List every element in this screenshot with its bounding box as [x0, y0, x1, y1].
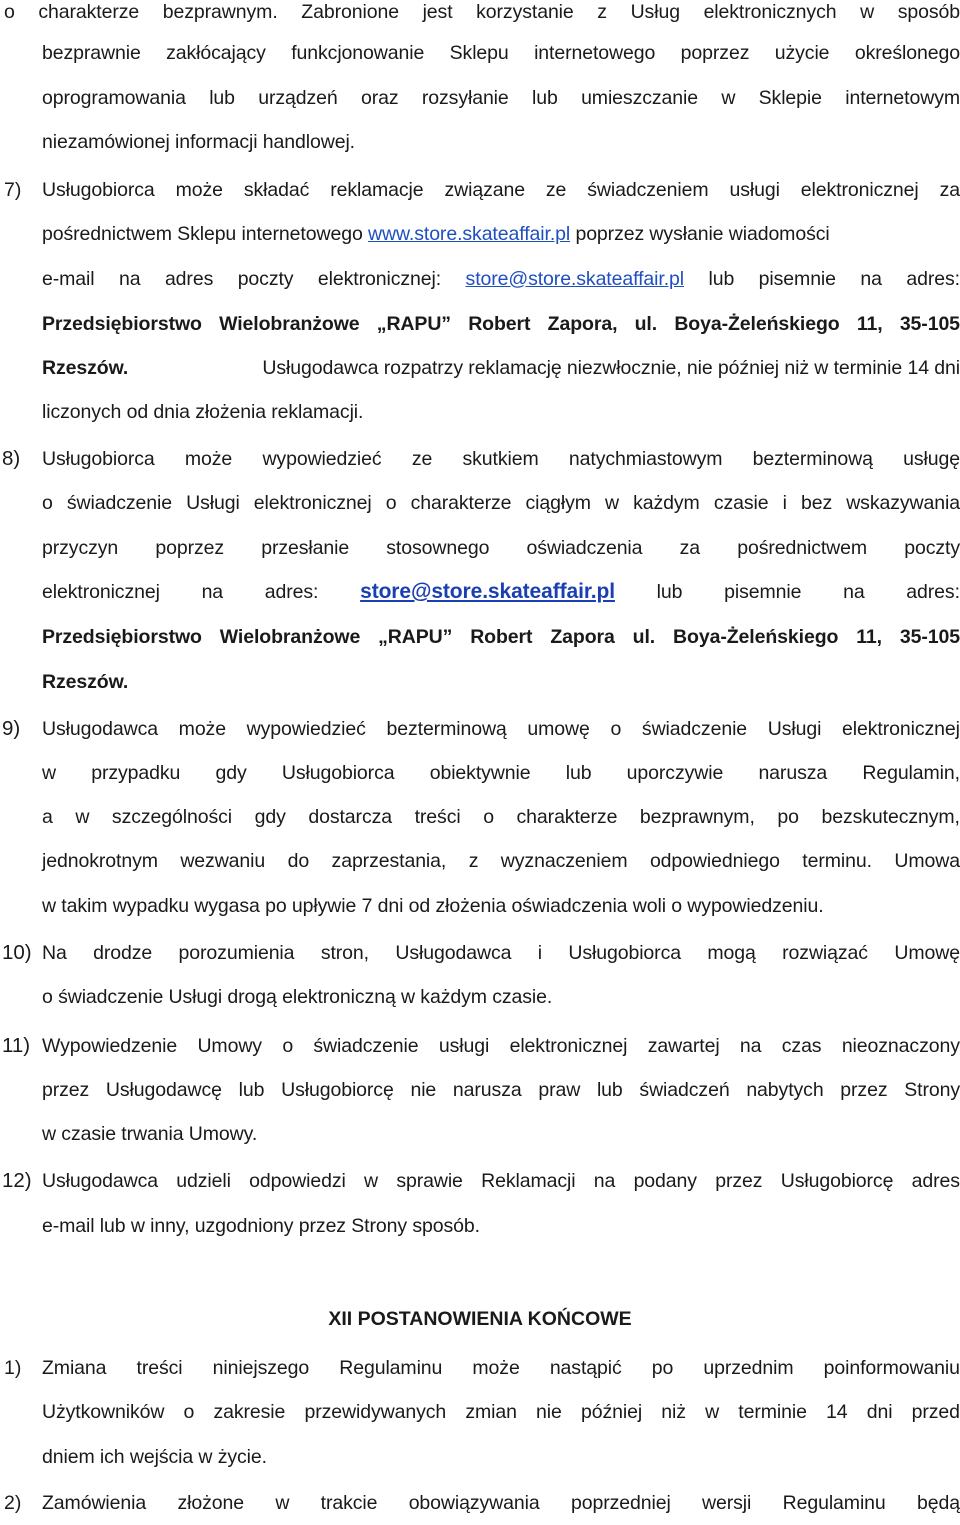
item-7-line-6: liczonych od dnia złożenia reklamacji. — [42, 400, 364, 423]
item-7-text-e: adres — [164, 267, 214, 290]
item-9-line-1: Usługodawca może wypowiedzieć bezterminową umowę o świadczenie Usługi elektronicznej — [42, 717, 960, 740]
item-7-city: Rzeszów. — [42, 356, 129, 379]
item-12-line-2: e-mail lub w inny, uzgodniony przez Strony sposób. — [42, 1214, 480, 1237]
final-item-1-line-3: dniem ich wejścia w życie. — [42, 1445, 267, 1468]
item-8-text-g: adres: — [906, 580, 960, 603]
final-item-2-number: 2) — [4, 1491, 22, 1514]
item-10-number: 10) — [2, 941, 32, 964]
item-7-number: 7) — [4, 178, 22, 201]
section-heading: XII POSTANOWIENIA KOŃCOWE — [328, 1308, 632, 1330]
item-7-line-2 — [42, 212, 960, 256]
item-10-line-2: o świadczenie Usługi drogą elektroniczną w każdym czasie. — [42, 985, 553, 1008]
item-7-text-d: na — [118, 267, 141, 290]
item-8-text-f: na — [843, 580, 865, 603]
store-email-link-2[interactable]: store@store.skateaffair.pl — [360, 580, 615, 603]
intro-line-4: niezamówionej informacji handlowej. — [42, 130, 355, 153]
item-7-text-l: Usługodawca rozpatrzy reklamację niezwłocznie, nie później niż w terminie 14 dni — [257, 356, 960, 379]
item-8-text-b: na — [201, 580, 224, 603]
item-7-line-3 — [42, 257, 960, 301]
intro-line-2: bezprawnie zakłócający funkcjonowanie Sklepu internetowego poprzez użycie określonego — [42, 41, 960, 64]
final-item-1-line-1: Zmiana treści niniejszego Regulaminu może nastąpić po uprzednim poinformowaniu — [42, 1356, 960, 1379]
final-item-1-number: 1) — [4, 1356, 22, 1379]
item-9-line-3: a w szczególności gdy dostarcza treści o charakterze bezprawnym, po bezskutecznym, — [42, 805, 960, 828]
item-11-line-2: przez Usługodawcę lub Usługobiorcę nie narusza praw lub świadczeń nabytych przez Strony — [42, 1078, 960, 1101]
item-7-line-1: Usługobiorca może składać reklamacje związane ze świadczeniem usługi elektronicznej za — [42, 178, 960, 201]
intro-line-3: oprogramowania lub urządzeń oraz rozsyłanie lub umieszczanie w Sklepie internetowym — [42, 86, 960, 109]
final-item-2-line-1: Zamówienia złożone w trakcie obowiązywania poprzedniej wersji Regulaminu będą — [42, 1491, 960, 1514]
item-8-number: 8) — [2, 447, 21, 470]
item-7-text-k: adres: — [906, 267, 960, 290]
item-7-text-f: poczty — [237, 267, 294, 290]
item-9-number: 9) — [2, 717, 21, 740]
item-7-text-g: elektronicznej: — [317, 267, 442, 290]
store-email-link[interactable]: store@store.skateaffair.pl — [465, 267, 684, 290]
intro-line-1: o charakterze bezprawnym. Zabronione jest korzystanie z Usług elektronicznych w sposób — [4, 0, 960, 23]
item-8-text-d: lub — [656, 580, 683, 603]
item-12-line-1: Usługodawca udzieli odpowiedzi w sprawie Reklamacji na podany przez Usługobiorcę adres — [42, 1169, 960, 1192]
item-7-text-j: na — [860, 267, 882, 290]
item-8-line-2: o świadczenie Usługi elektronicznej o charakterze ciągłym w każdym czasie i bez wskazywania — [42, 491, 960, 514]
item-11-line-3: w czasie trwania Umowy. — [42, 1122, 258, 1145]
item-8-text-c: adres: — [264, 580, 319, 603]
final-item-1-line-2: Użytkowników o zakresie przewidywanych zmian nie później niż w terminie 14 dni przed — [42, 1400, 960, 1423]
item-12-number: 12) — [2, 1169, 32, 1192]
item-7-line-4: Przedsiębiorstwo Wielobranżowe „RAPU” Robert Zapora, ul. Boya-Żeleńskiego 11, 35-105 — [42, 312, 960, 335]
item-8-text-a: elektronicznej — [42, 580, 160, 603]
item-7-text-c: e-mail — [42, 267, 95, 290]
item-8-text-e: pisemnie — [724, 580, 802, 603]
item-9-line-2: w przypadku gdy Usługobiorca obiektywnie lub uporczywie narusza Regulamin, — [42, 761, 960, 784]
item-9-line-4: jednokrotnym wezwaniu do zaprzestania, z wyznaczeniem odpowiedniego terminu. Umowa — [42, 849, 960, 872]
item-11-number: 11) — [2, 1034, 31, 1057]
item-7-text-a: pośrednictwem Sklepu internetowego — [42, 222, 369, 245]
item-11-line-1: Wypowiedzenie Umowy o świadczenie usługi elektronicznej zawartej na czas nieoznaczony — [42, 1034, 960, 1057]
item-7-text-b: poprzez wysłanie wiadomości — [570, 222, 830, 245]
item-7-text-i: pisemnie — [758, 267, 836, 290]
item-9-line-5: w takim wypadku wygasa po upływie 7 dni od złożenia oświadczenia woli o wypowiedzeniu. — [42, 894, 824, 917]
item-10-line-1: Na drodze porozumienia stron, Usługodawca i Usługobiorca mogą rozwiązać Umowę — [42, 941, 960, 964]
item-8-line-3: przyczyn poprzez przesłanie stosownego oświadczenia za pośrednictwem poczty — [42, 536, 960, 559]
item-8-line-1: Usługobiorca może wypowiedzieć ze skutkiem natychmiastowym bezterminową usługę — [42, 447, 960, 470]
store-website-link[interactable]: www.store.skateaffair.pl — [368, 222, 571, 245]
item-8-line-4 — [42, 570, 960, 614]
item-7-text-h: lub — [708, 267, 735, 290]
item-8-line-6: Rzeszów. — [42, 670, 129, 693]
item-7-line-5 — [42, 346, 960, 390]
item-8-line-5: Przedsiębiorstwo Wielobranżowe „RAPU” Robert Zapora ul. Boya-Żeleńskiego 11, 35-105 — [42, 625, 960, 648]
